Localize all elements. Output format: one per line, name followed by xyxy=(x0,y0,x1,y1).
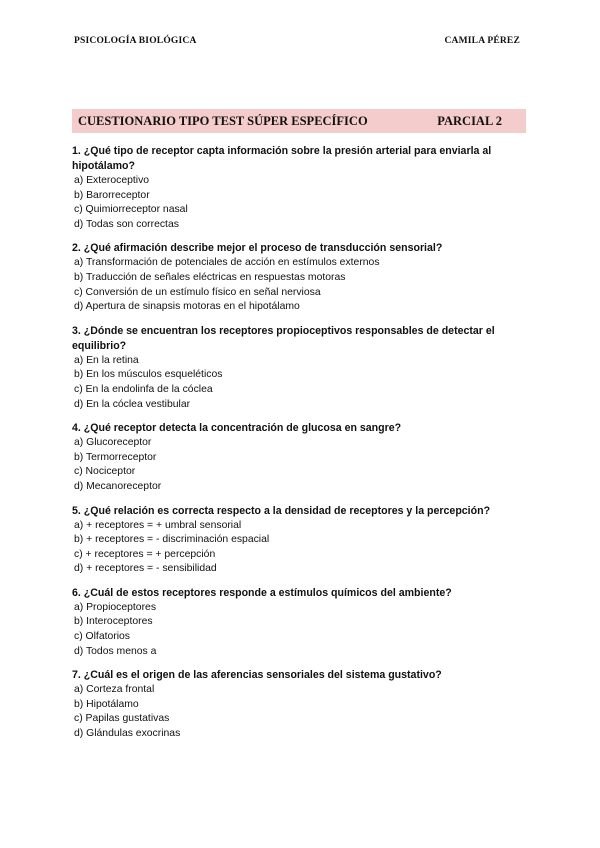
option-d: d) En la cóclea vestibular xyxy=(74,398,191,410)
question-5 xyxy=(72,504,530,577)
option-a: a) Corteza frontal xyxy=(74,684,155,696)
question-text: 2. ¿Qué afirmación describe mejor el proceso de transducción sensorial? xyxy=(72,242,443,255)
author-name: CAMILA PÉREZ xyxy=(444,36,520,46)
option-d: d) Todos menos a xyxy=(74,645,157,657)
question-text: 1. ¿Qué tipo de receptor capta información sobre la presión arterial para enviarla al hipotálamo? xyxy=(72,145,492,172)
option-b: b) Traducción de señales eléctricas en respuestas motoras xyxy=(74,271,346,283)
question-4 xyxy=(72,421,530,494)
option-d: d) Glándulas exocrinas xyxy=(74,728,181,740)
option-a: a) Glucoreceptor xyxy=(74,437,152,449)
exam-label: PARCIAL 2 xyxy=(437,113,502,128)
question-text: 6. ¿Cuál de estos receptores responde a estímulos químicos del ambiente? xyxy=(72,586,452,599)
option-c: c) Olfatorios xyxy=(74,631,131,643)
option-c: c) + receptores = + percepción xyxy=(74,548,216,560)
question-3 xyxy=(72,324,530,412)
question-text: 5. ¿Qué relación es correcta respecto a la densidad de receptores y la percepción? xyxy=(72,504,491,517)
question-2 xyxy=(72,241,530,314)
quiz-title-banner xyxy=(72,109,526,133)
question-7 xyxy=(72,668,530,741)
option-a: a) Exteroceptivo xyxy=(74,175,150,186)
course-title: PSICOLOGÍA BIOLÓGICA xyxy=(74,36,197,46)
option-c: c) Quimiorreceptor nasal xyxy=(74,204,188,216)
option-a: a) Transformación de potenciales de acción en estímulos externos xyxy=(74,257,380,269)
page-header xyxy=(74,36,520,46)
question-list xyxy=(72,144,530,751)
option-d: d) Todas son correctas xyxy=(74,218,179,230)
option-d: d) + receptores = - sensibilidad xyxy=(74,563,217,575)
option-a: a) + receptores = + umbral sensorial xyxy=(74,519,242,531)
option-b: b) En los músculos esqueléticos xyxy=(74,369,223,381)
question-1 xyxy=(72,144,530,232)
option-b: b) Termorreceptor xyxy=(74,451,157,463)
question-text: 7. ¿Cuál es el origen de las aferencias sensoriales del sistema gustativo? xyxy=(72,669,442,682)
option-a: a) En la retina xyxy=(74,354,139,366)
option-a: a) Propioceptores xyxy=(74,601,157,613)
option-c: c) Papilas gustativas xyxy=(74,713,170,725)
option-c: c) Conversión de un estímulo físico en señal nerviosa xyxy=(74,286,321,298)
quiz-title: CUESTIONARIO TIPO TEST SÚPER ESPECÍFICO xyxy=(78,113,368,128)
option-b: b) Barorreceptor xyxy=(74,189,150,201)
option-b: b) + receptores = - discriminación espacial xyxy=(74,534,270,546)
option-d: d) Apertura de sinapsis motoras en el hipotálamo xyxy=(74,301,300,313)
option-b: b) Hipotálamo xyxy=(74,698,139,710)
question-text: 4. ¿Qué receptor detecta la concentración de glucosa en sangre? xyxy=(72,422,402,435)
option-c: c) Nociceptor xyxy=(74,466,136,478)
option-d: d) Mecanoreceptor xyxy=(74,480,162,492)
option-b: b) Interoceptores xyxy=(74,616,153,628)
question-text: 3. ¿Dónde se encuentran los receptores propioceptivos responsables de detectar el equilibrio? xyxy=(72,324,495,352)
question-6 xyxy=(72,586,530,659)
option-c: c) En la endolinfa de la cóclea xyxy=(74,383,213,395)
